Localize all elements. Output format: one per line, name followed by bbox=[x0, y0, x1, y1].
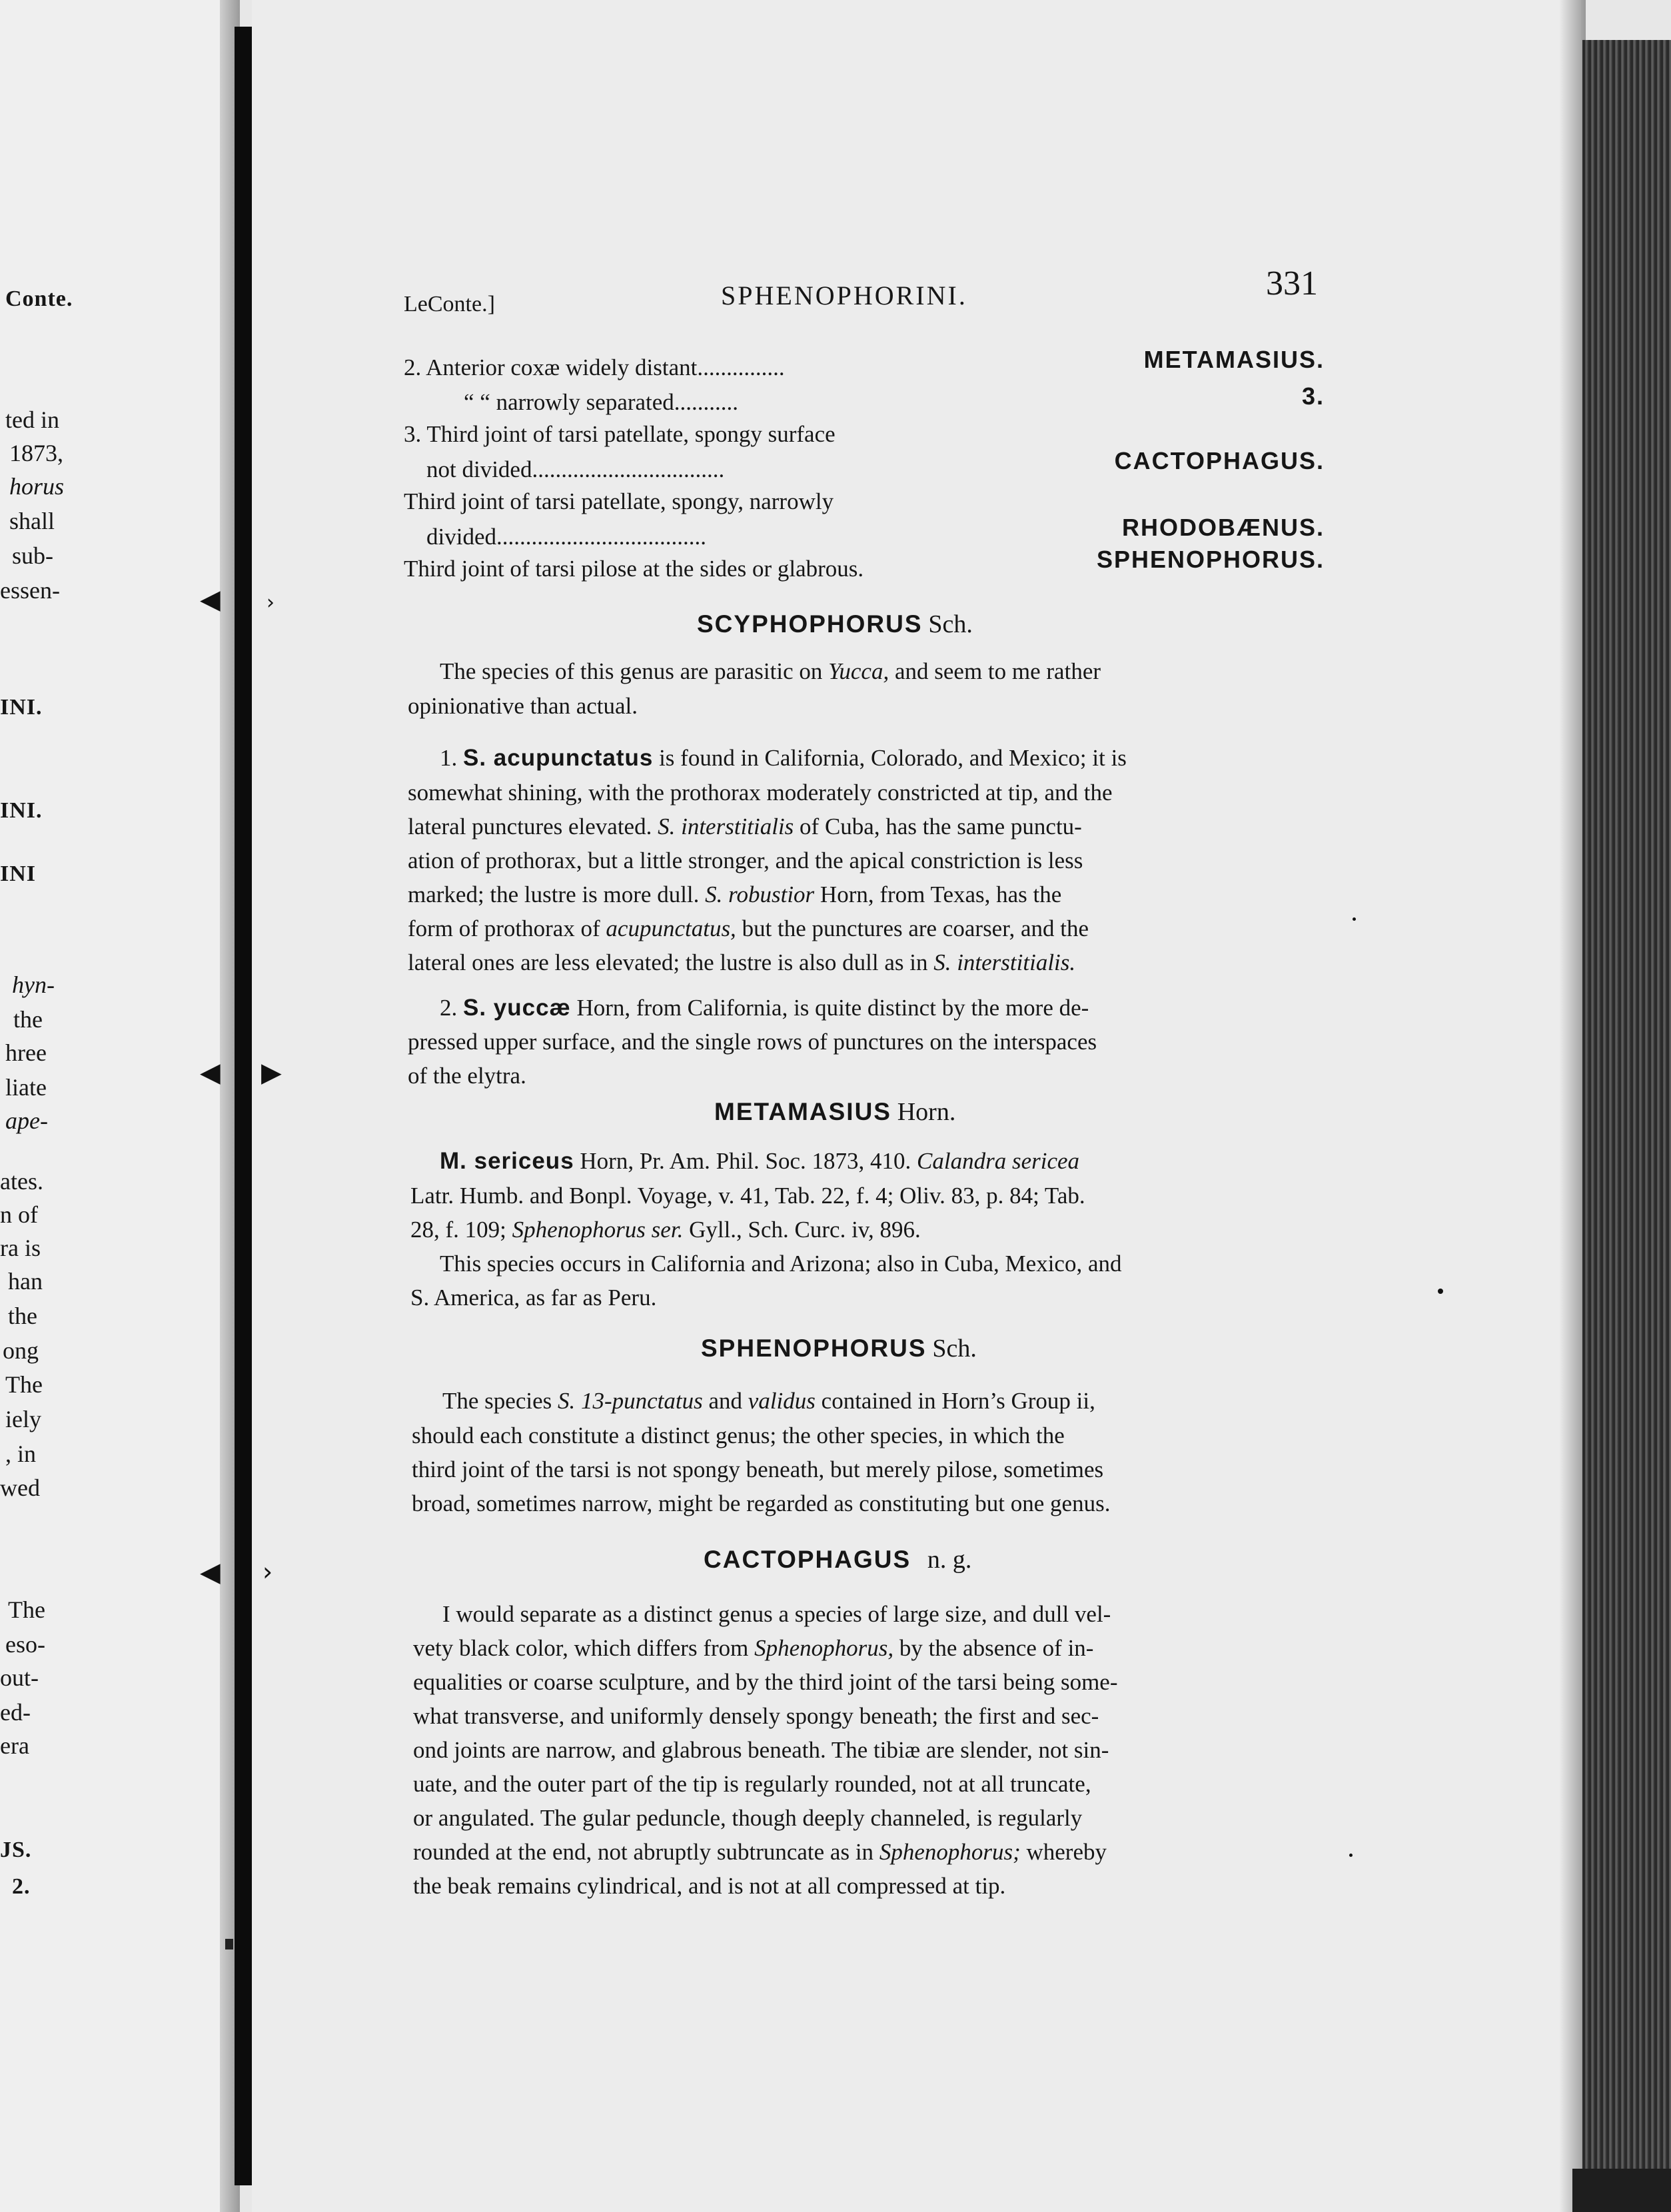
margin-text-fragment: ates. bbox=[0, 1168, 43, 1195]
paragraph-line: broad, sometimes narrow, might be regarded as constituting but one genus. bbox=[412, 1490, 1111, 1516]
left-arrow-mark-icon: ◀ bbox=[200, 1057, 221, 1088]
margin-text-fragment: INI bbox=[0, 861, 37, 886]
genus-heading bbox=[704, 1547, 971, 1572]
margin-text-fragment: out- bbox=[0, 1664, 39, 1691]
margin-text-fragment: hree bbox=[5, 1039, 47, 1066]
key-result: SPHENOPHORUS. bbox=[1096, 546, 1325, 573]
paragraph-line: third joint of the tarsi is not spongy beneath, but merely pilose, sometimes bbox=[412, 1456, 1104, 1482]
key-line: 2. Anterior coxæ widely distant............... bbox=[404, 354, 785, 380]
paragraph-line: or angulated. The gular peduncle, though deeply channeled, is regularly bbox=[413, 1805, 1083, 1831]
paragraph-line: uate, and the outer part of the tip is regularly rounded, not at all truncate, bbox=[413, 1771, 1091, 1797]
paragraph-line: I would separate as a distinct genus a species of large size, and dull vel- bbox=[442, 1601, 1111, 1627]
paragraph-line: lateral punctures elevated. S. interstitialis of Cuba, has the same punctu- bbox=[408, 814, 1082, 839]
paragraph-line: equalities or coarse sculpture, and by the third joint of the tarsi being some- bbox=[413, 1669, 1118, 1695]
key-line: divided.................................... bbox=[426, 524, 706, 550]
key-line: not divided................................. bbox=[426, 456, 725, 482]
margin-text-fragment: era bbox=[0, 1732, 29, 1759]
genus-name: CACTOPHAGUS bbox=[704, 1546, 911, 1573]
paragraph-line: what transverse, and uniformly densely spongy beneath; the first and sec- bbox=[413, 1703, 1099, 1729]
right-tick-mark-icon: › bbox=[263, 1557, 273, 1586]
margin-text-fragment: han bbox=[8, 1268, 43, 1295]
margin-text-fragment: 2. bbox=[12, 1874, 31, 1899]
paragraph-line: M. sericeus Horn, Pr. Am. Phil. Soc. 1873, 410. Calandra sericea bbox=[440, 1148, 1080, 1174]
book-edge-bottom bbox=[1572, 2169, 1671, 2212]
genus-name: SCYPHOPHORUS bbox=[697, 610, 923, 638]
paragraph-line: of the elytra. bbox=[408, 1063, 526, 1089]
key-line: Third joint of tarsi pilose at the sides or glabrous. bbox=[404, 556, 864, 582]
paragraph-line: vety black color, which differs from Sphenophorus, by the absence of in- bbox=[413, 1635, 1094, 1661]
margin-text-fragment: wed bbox=[0, 1474, 40, 1501]
key-result: CACTOPHAGUS. bbox=[1114, 447, 1325, 474]
right-arrow-mark-icon: ▶ bbox=[261, 1057, 282, 1088]
margin-text-fragment: eso- bbox=[5, 1631, 45, 1658]
paragraph-line: marked; the lustre is more dull. S. robustior Horn, from Texas, has the bbox=[408, 881, 1062, 907]
margin-text-fragment: ong bbox=[3, 1337, 39, 1364]
margin-text-fragment: INI. bbox=[0, 695, 43, 720]
margin-text-fragment: ra is bbox=[0, 1235, 41, 1261]
margin-text-fragment: shall bbox=[9, 508, 55, 534]
species-name: S. acupunctatus bbox=[463, 745, 654, 771]
margin-text-fragment: ape- bbox=[5, 1107, 48, 1134]
margin-text-fragment: JS. bbox=[0, 1838, 32, 1862]
genus-name: METAMASIUS bbox=[714, 1098, 891, 1125]
genus-authority: n. g. bbox=[927, 1546, 972, 1574]
margin-text-fragment: iely bbox=[5, 1406, 41, 1432]
page-number: 331 bbox=[1266, 265, 1318, 302]
paragraph-line: the beak remains cylindrical, and is not at all compressed at tip. bbox=[413, 1873, 1006, 1899]
key-result: 3. bbox=[1301, 382, 1325, 410]
margin-text-fragment: n of bbox=[0, 1201, 38, 1228]
paragraph-line: ond joints are narrow, and glabrous beneath. The tibiæ are slender, not sin- bbox=[413, 1737, 1109, 1763]
genus-heading bbox=[714, 1099, 955, 1125]
page-edge-shadow bbox=[1559, 0, 1586, 2212]
paragraph-line: 1. S. acupunctatus is found in California, Colorado, and Mexico; it is bbox=[440, 745, 1127, 771]
right-tick-mark-icon: › bbox=[267, 591, 275, 614]
key-result: RHODOBÆNUS. bbox=[1121, 514, 1325, 541]
paragraph-line: S. America, as far as Peru. bbox=[410, 1285, 657, 1311]
paragraph-line: Latr. Humb. and Bonpl. Voyage, v. 41, Tab. 22, f. 4; Oliv. 83, p. 84; Tab. bbox=[410, 1183, 1085, 1209]
margin-text-fragment: essen- bbox=[0, 577, 60, 604]
margin-text-fragment: sub- bbox=[12, 542, 53, 569]
paragraph-line: pressed upper surface, and the single rows of punctures on the interspaces bbox=[408, 1029, 1097, 1055]
genus-name: SPHENOPHORUS bbox=[701, 1335, 927, 1362]
margin-text-fragment: liate bbox=[5, 1074, 47, 1101]
margin-text-fragment: The bbox=[8, 1596, 45, 1623]
ink-speck bbox=[1438, 1289, 1443, 1294]
left-arrow-mark-icon: ◀ bbox=[200, 584, 221, 615]
running-head-author: LeConte.] bbox=[404, 292, 495, 316]
species-name: M. sericeus bbox=[440, 1148, 574, 1174]
left-page-fragment bbox=[0, 0, 233, 2212]
margin-text-fragment: ed- bbox=[0, 1699, 31, 1726]
margin-text-fragment: horus bbox=[9, 473, 65, 500]
margin-text-fragment: INI. bbox=[0, 798, 43, 823]
paragraph-line: rounded at the end, not abruptly subtruncate as in Sphenophorus; whereby bbox=[413, 1839, 1107, 1865]
key-line: 3. Third joint of tarsi patellate, spongy surface bbox=[404, 421, 835, 447]
genus-authority: Sch. bbox=[932, 1335, 977, 1363]
binding-spine bbox=[235, 27, 252, 2185]
margin-text-fragment: hyn- bbox=[12, 971, 55, 998]
paragraph-line: lateral ones are less elevated; the lustre is also dull as in S. interstitialis. bbox=[408, 949, 1076, 975]
paragraph-line: somewhat shining, with the prothorax moderately constricted at tip, and the bbox=[408, 780, 1113, 806]
margin-text-fragment: , in bbox=[5, 1440, 37, 1467]
paragraph-line: This species occurs in California and Arizona; also in Cuba, Mexico, and bbox=[440, 1251, 1122, 1277]
key-line: “ “ narrowly separated........... bbox=[464, 389, 739, 415]
genus-heading bbox=[697, 612, 973, 637]
margin-text-fragment: 1873, bbox=[9, 440, 63, 466]
genus-heading bbox=[701, 1336, 977, 1361]
species-name: S. yuccæ bbox=[463, 995, 571, 1021]
margin-text-fragment: The bbox=[5, 1371, 43, 1398]
left-arrow-mark-icon: ◀ bbox=[200, 1557, 221, 1588]
paragraph-line: The species of this genus are parasitic on Yucca, and seem to me rather bbox=[440, 658, 1101, 684]
ink-speck bbox=[1349, 1854, 1353, 1857]
paragraph-line: 28, f. 109; Sphenophorus ser. Gyll., Sch. Curc. iv, 896. bbox=[410, 1217, 921, 1243]
key-line: Third joint of tarsi patellate, spongy, narrowly bbox=[404, 488, 834, 514]
key-result: METAMASIUS. bbox=[1143, 346, 1325, 373]
book-page-edges bbox=[1582, 40, 1671, 2172]
margin-text-fragment: the bbox=[8, 1303, 37, 1329]
genus-authority: Sch. bbox=[928, 610, 973, 638]
ink-speck bbox=[1353, 917, 1356, 921]
paragraph-line: 2. S. yuccæ Horn, from California, is quite distinct by the more de- bbox=[440, 995, 1089, 1021]
running-head-title: SPHENOPHORINI. bbox=[721, 280, 967, 310]
genus-authority: Horn. bbox=[897, 1098, 956, 1126]
margin-text-fragment: the bbox=[13, 1006, 43, 1033]
spine-mark bbox=[225, 1939, 233, 1949]
paragraph-line: should each constitute a distinct genus; the other species, in which the bbox=[412, 1422, 1065, 1448]
margin-text-fragment: Conte. bbox=[5, 286, 73, 311]
margin-text-fragment: ted in bbox=[5, 406, 59, 433]
paragraph-line: opinionative than actual. bbox=[408, 693, 638, 719]
paragraph-line: form of prothorax of acupunctatus, but the punctures are coarser, and the bbox=[408, 915, 1089, 941]
paragraph-line: The species S. 13-punctatus and validus contained in Horn’s Group ii, bbox=[442, 1388, 1095, 1414]
paragraph-line: ation of prothorax, but a little stronger, and the apical constriction is less bbox=[408, 847, 1083, 873]
